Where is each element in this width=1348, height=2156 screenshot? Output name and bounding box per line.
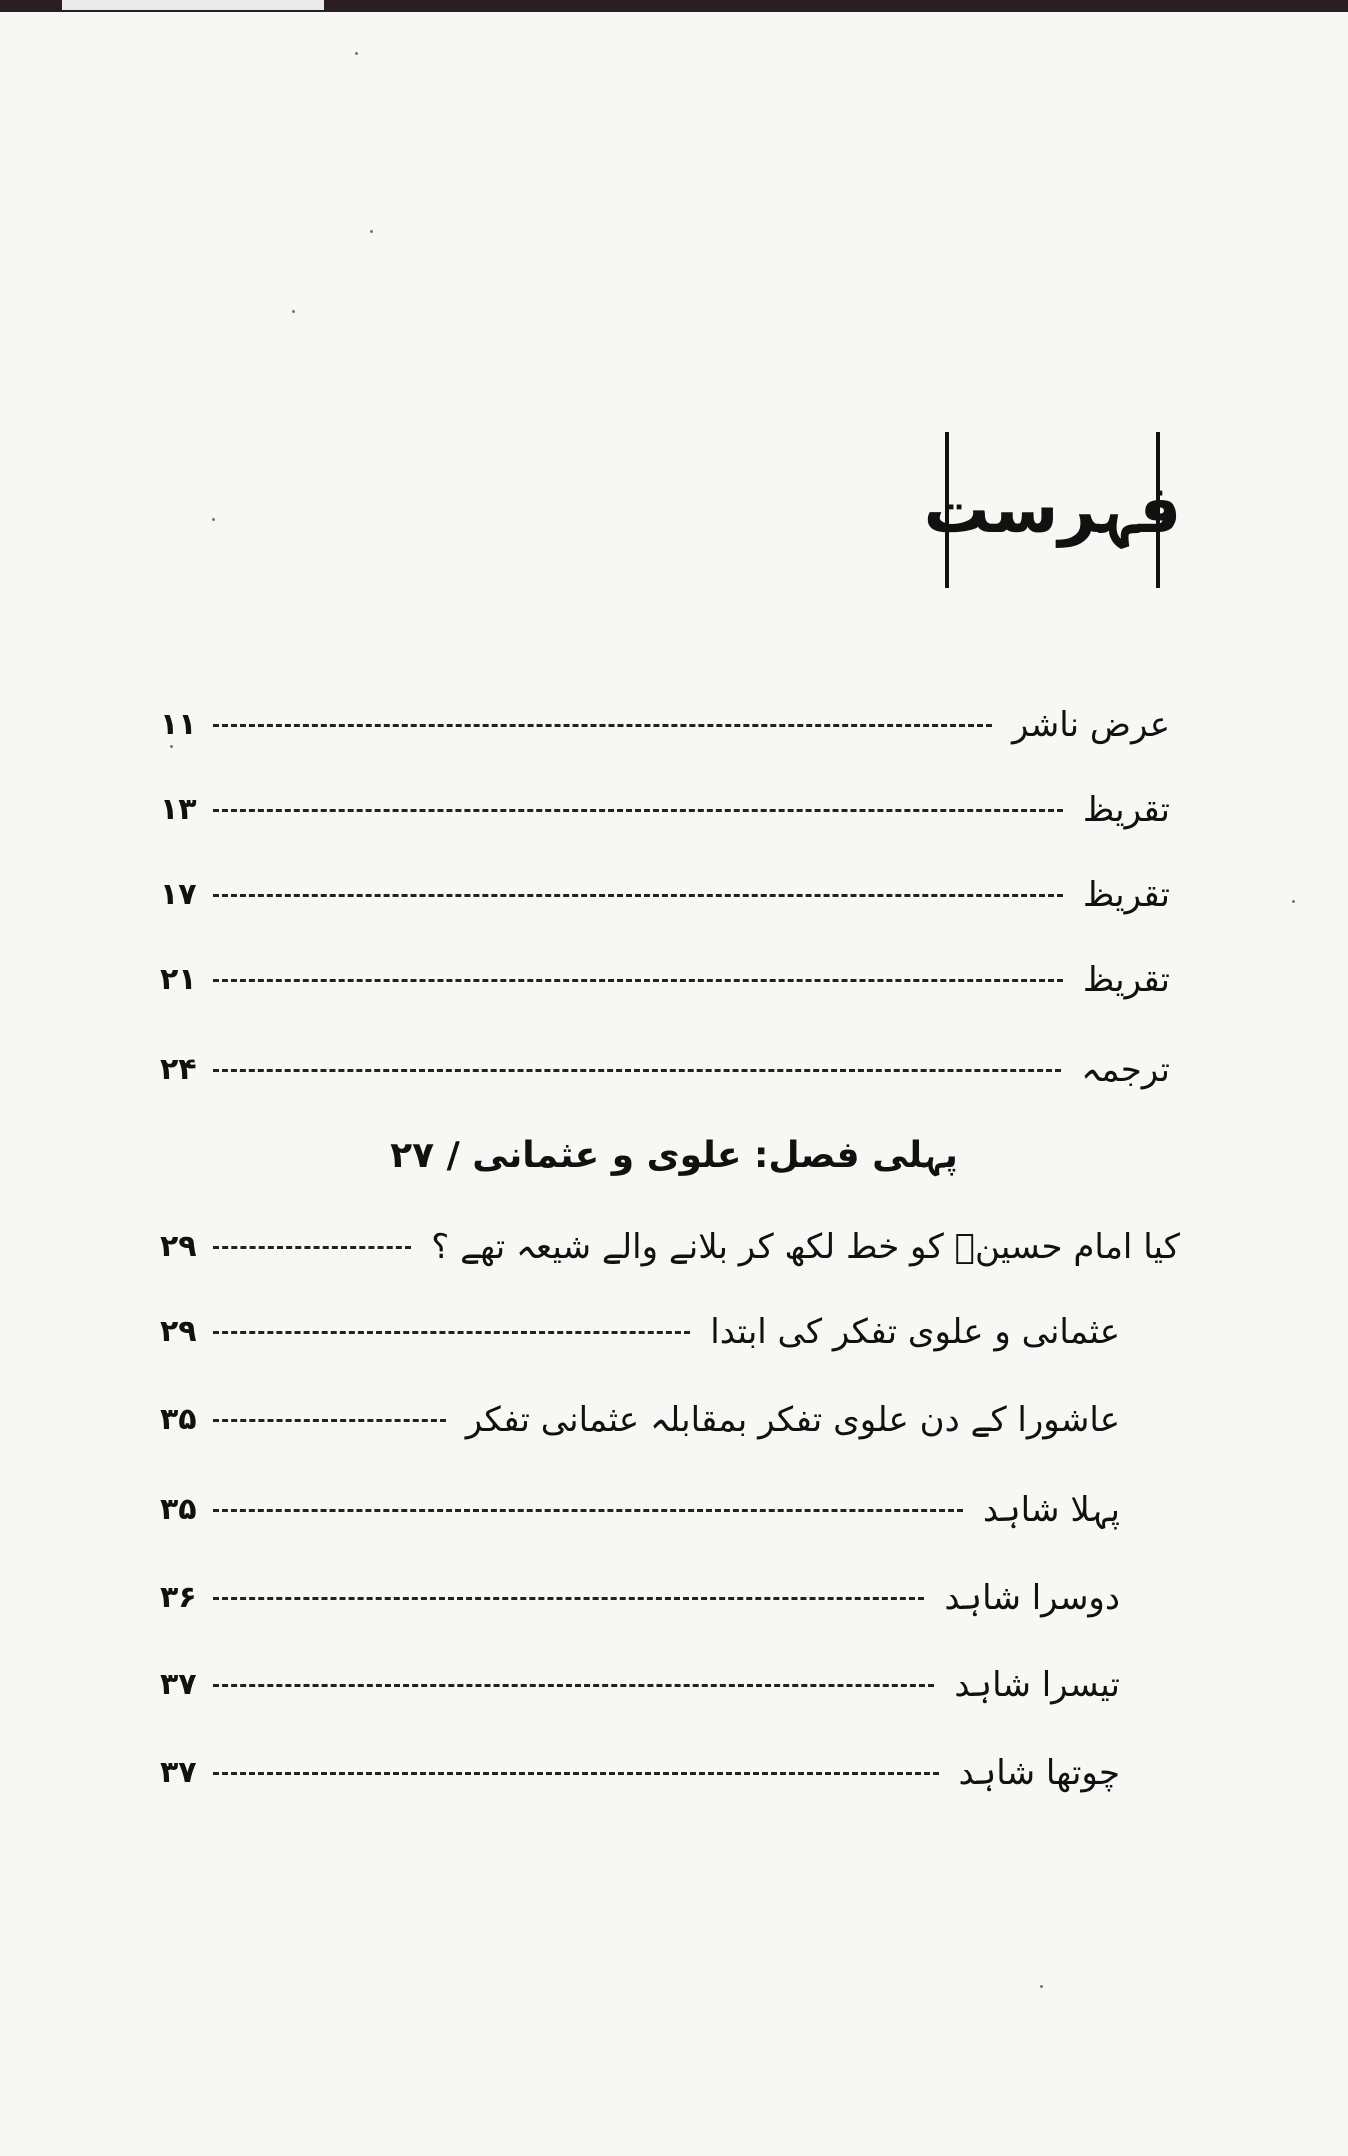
toc-entry-label: عاشورا کے دن علوی تفکر بمقابلہ عثمانی تفکر (465, 1400, 1120, 1440)
dot-leader (213, 1509, 963, 1512)
toc-entry[interactable] (160, 1040, 1170, 1100)
paper-speck (292, 310, 295, 313)
paper-speck (1040, 1985, 1043, 1988)
toc-entry-label: عثمانی و علوی تفکر کی ابتدا (710, 1312, 1120, 1352)
toc-entry[interactable] (160, 1655, 1120, 1715)
toc-entry-page: ۳۷ (160, 1667, 197, 1702)
toc-entry-label: پہلا شاہد (982, 1490, 1120, 1530)
toc-entry-label: دوسرا شاہد (944, 1578, 1120, 1618)
toc-entry-label: چوتھا شاہد (958, 1753, 1120, 1793)
dot-leader (213, 1772, 939, 1775)
toc-entry[interactable] (160, 1390, 1120, 1450)
toc-entry[interactable] (160, 780, 1170, 840)
toc-entry-page: ۳۷ (160, 1755, 197, 1790)
toc-entry[interactable] (160, 1302, 1120, 1362)
paper-speck (355, 52, 358, 55)
dot-leader (213, 1419, 446, 1422)
toc-entry-label: تقریظ (1082, 875, 1170, 915)
toc-entry-page: ۳۶ (160, 1580, 197, 1615)
toc-entry-label: تیسرا شاہد (954, 1665, 1120, 1705)
toc-entry-page: ۲۱ (160, 962, 197, 997)
toc-entry-page: ۳۵ (160, 1402, 197, 1437)
toc-entry-label: عرض ناشر (1011, 705, 1170, 745)
toc-entry-page: ۲۹ (160, 1314, 197, 1349)
toc-entry[interactable] (160, 1568, 1120, 1628)
section-heading: پہلی فصل: علوی و عثمانی / ۲۷ (390, 1135, 958, 1176)
dot-leader (213, 724, 992, 727)
toc-entry-label: کیا امام حسینؑ کو خط لکھ کر بلانے والے شیعہ تھے ؟ (431, 1227, 1180, 1267)
toc-entry-page: ۳۵ (160, 1492, 197, 1527)
dot-leader (213, 1597, 925, 1600)
page-title: فہرست (923, 471, 1182, 548)
dot-leader (213, 1246, 412, 1249)
toc-entry[interactable] (160, 865, 1170, 925)
paper-speck (212, 518, 215, 521)
toc-entry-page: ۲۴ (160, 1052, 197, 1087)
dot-leader (213, 1684, 935, 1687)
paper-speck (1292, 900, 1295, 903)
toc-entry[interactable] (160, 1217, 1180, 1277)
toc-entry[interactable] (160, 1743, 1120, 1803)
toc-entry-page: ۱۱ (160, 707, 197, 742)
toc-entry[interactable] (160, 1480, 1120, 1540)
toc-entry[interactable] (160, 950, 1170, 1010)
paper-speck (170, 745, 173, 748)
toc-entry-page: ۱۷ (160, 877, 197, 912)
toc-entry-label: ترجمہ (1081, 1050, 1170, 1090)
toc-entry-label: تقریظ (1082, 960, 1170, 1000)
dot-leader (213, 1069, 1062, 1072)
dot-leader (213, 894, 1063, 897)
paper-speck (370, 230, 373, 233)
toc-entry-page: ۲۹ (160, 1229, 197, 1264)
dot-leader (213, 809, 1063, 812)
toc-entry[interactable] (160, 695, 1170, 755)
toc-entry-label: تقریظ (1082, 790, 1170, 830)
dot-leader (213, 979, 1063, 982)
dot-leader (213, 1331, 691, 1334)
toc-entry-page: ۱۳ (160, 792, 197, 827)
